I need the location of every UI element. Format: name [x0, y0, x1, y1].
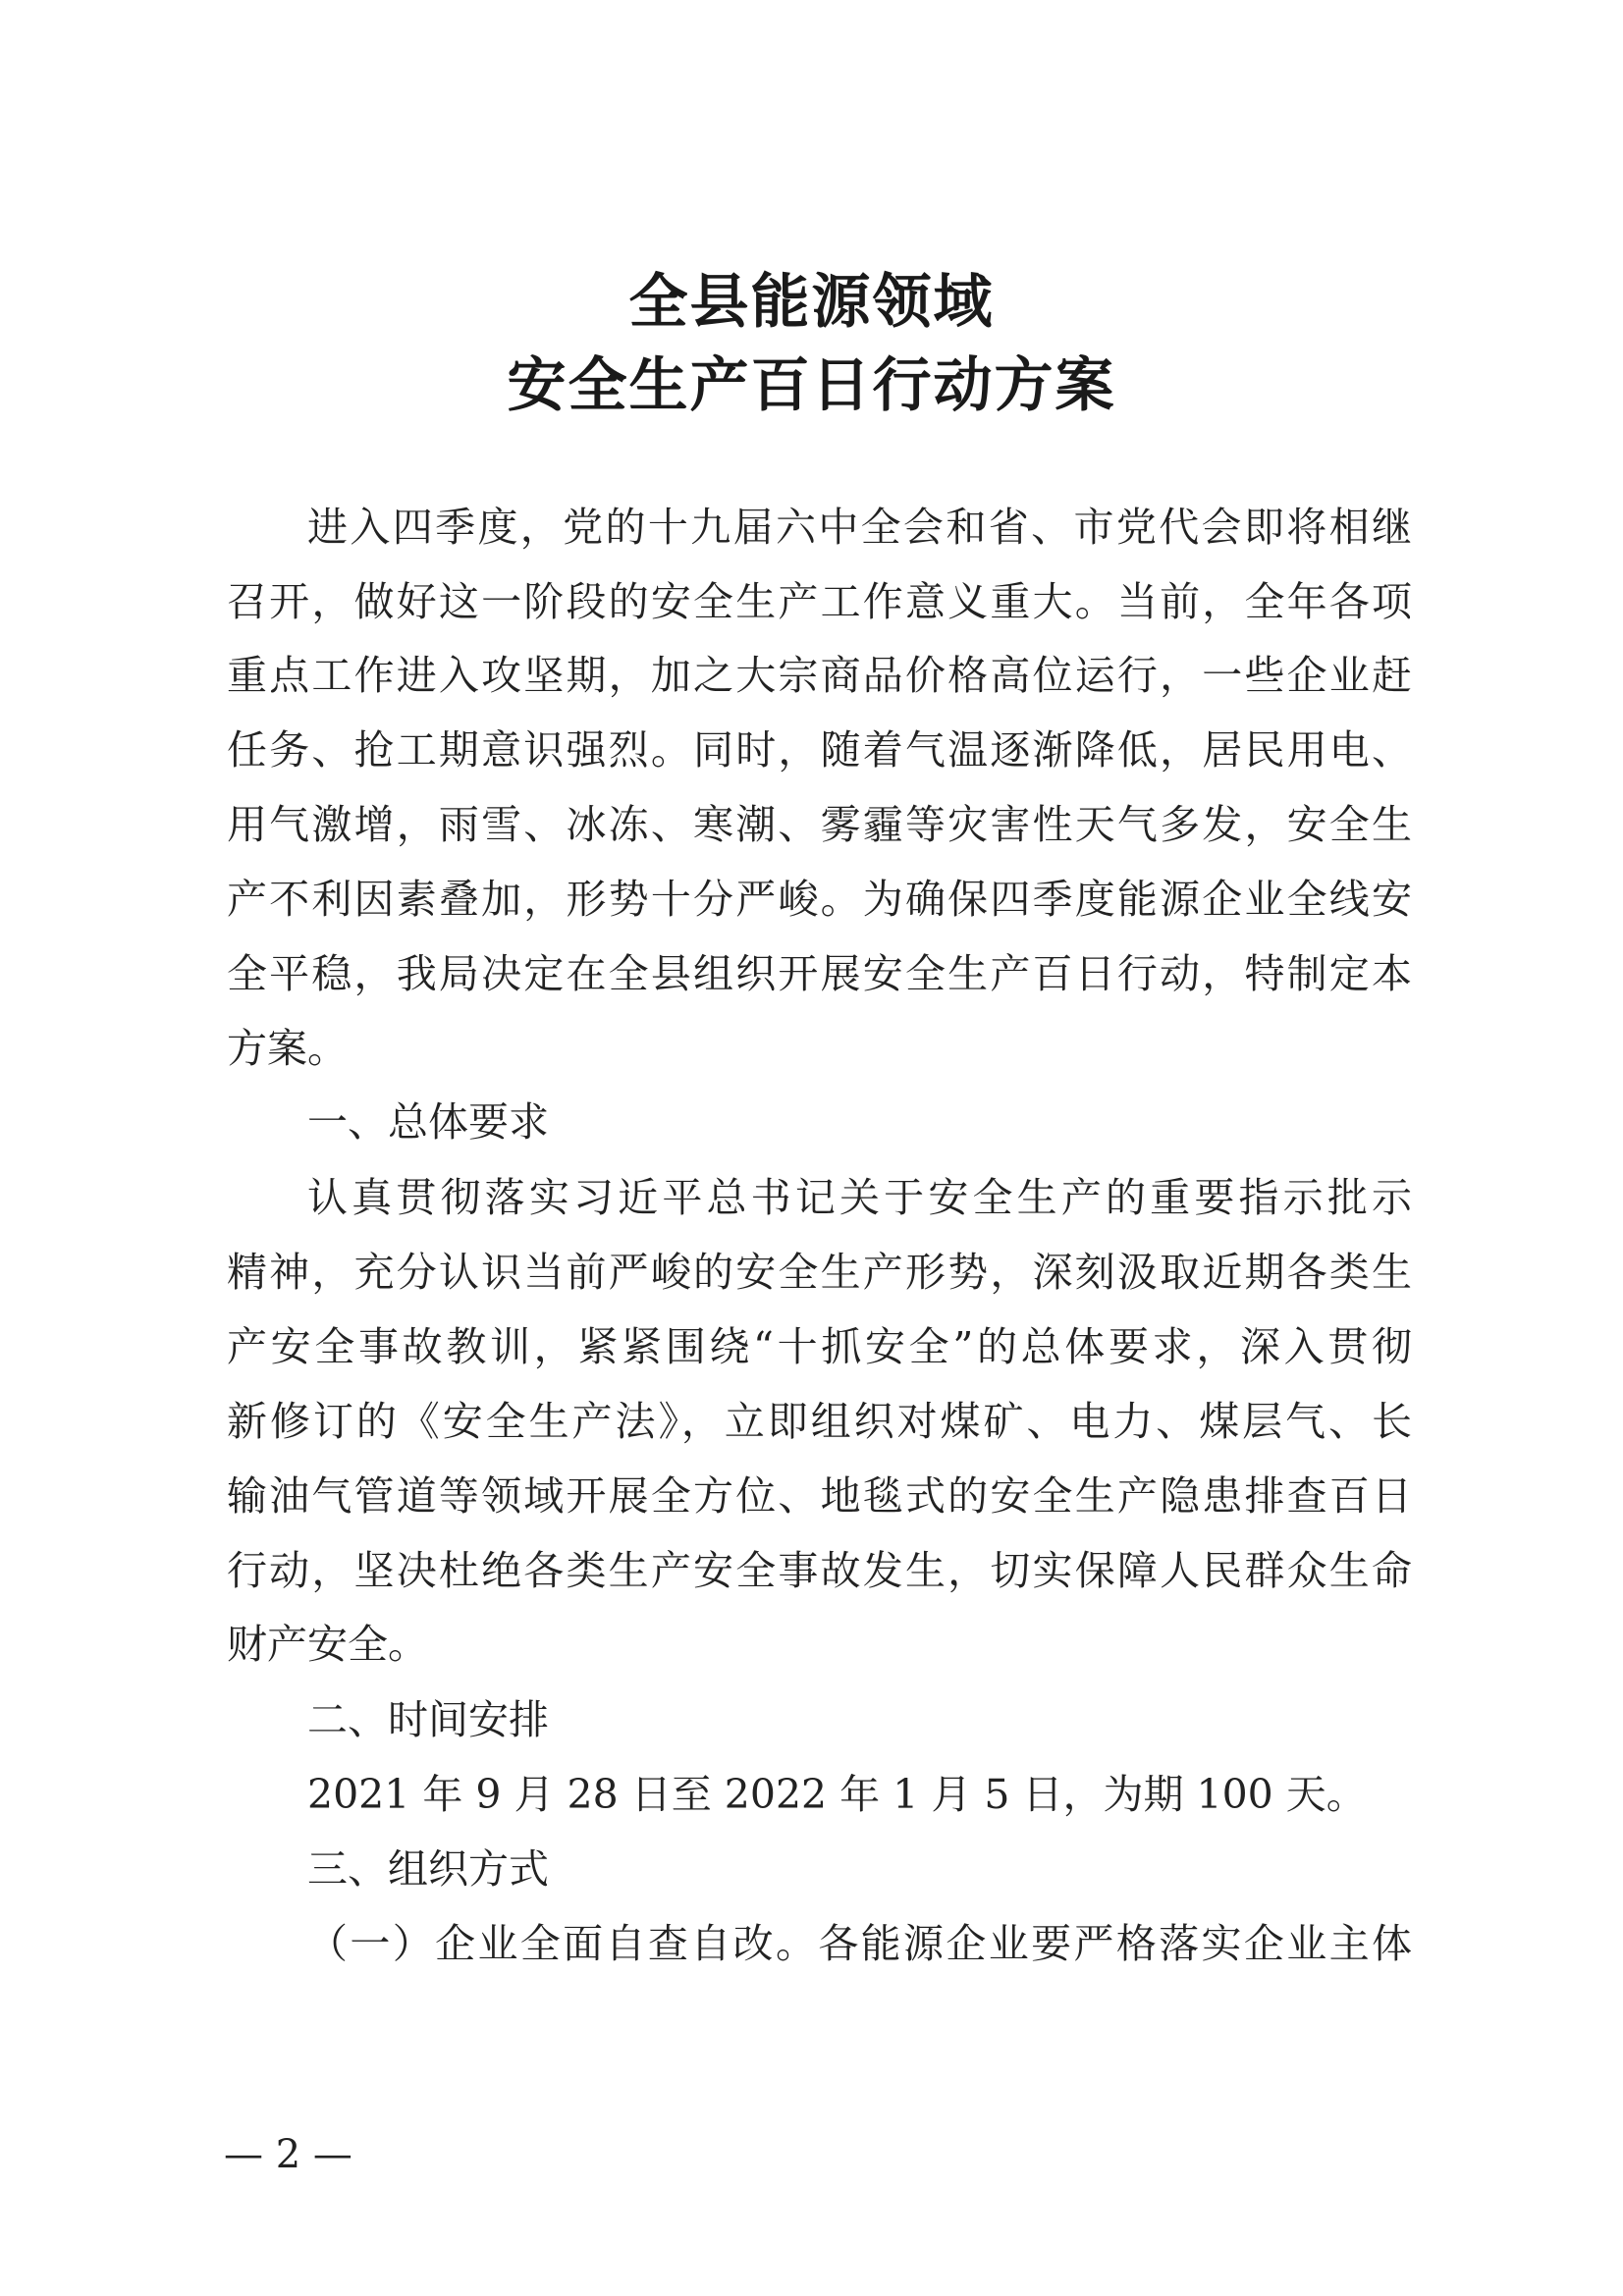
section1-line: 输油气管道等领域开展全方位、地毯式的安全生产隐患排查百日 — [227, 1472, 1412, 1520]
section1-line: 精神，充分认识当前严峻的安全生产形势，深刻汲取近期各类生 — [227, 1249, 1412, 1296]
intro-line: 全平稳，我局决定在全县组织开展安全生产百日行动，特制定本 — [227, 950, 1412, 997]
page-number: — 2 — — [224, 2132, 352, 2177]
intro-line: 召开，做好这一阶段的安全生产工作意义重大。当前，全年各项 — [227, 578, 1412, 625]
section-heading-schedule: 二、时间安排 — [307, 1696, 549, 1743]
intro-line: 产不利因素叠加，形势十分严峻。为确保四季度能源企业全线安 — [227, 876, 1412, 923]
document-title-line2: 安全生产百日行动方案 — [507, 351, 1116, 420]
section2-body: 2021 年 9 月 28 日至 2022 年 1 月 5 日，为期 100 天。 — [307, 1771, 1367, 1818]
section1-line: 财产安全。 — [227, 1621, 428, 1668]
section-heading-organization: 三、组织方式 — [307, 1845, 549, 1893]
section3-line: （一）企业全面自查自改。各能源企业要严格落实企业主体 — [307, 1920, 1412, 1967]
intro-line: 用气激增，雨雪、冰冻、寒潮、雾霾等灾害性天气多发，安全生 — [227, 801, 1412, 848]
section-heading-overall-requirements: 一、总体要求 — [307, 1098, 549, 1146]
section1-line: 新修订的《安全生产法》，立即组织对煤矿、电力、煤层气、长 — [227, 1398, 1412, 1445]
intro-line: 方案。 — [227, 1025, 348, 1072]
intro-line: 进入四季度，党的十九届六中全会和省、市党代会即将相继 — [307, 504, 1412, 551]
section1-line: 认真贯彻落实习近平总书记关于安全生产的重要指示批示 — [307, 1174, 1412, 1221]
document-title-line1: 全县能源领域 — [628, 268, 995, 337]
intro-line: 任务、抢工期意识强烈。同时，随着气温逐渐降低，居民用电、 — [227, 726, 1412, 774]
intro-line: 重点工作进入攻坚期，加之大宗商品价格高位运行，一些企业赶 — [227, 652, 1412, 699]
section1-line: 产安全事故教训，紧紧围绕“十抓安全”的总体要求，深入贯彻 — [227, 1323, 1412, 1370]
section1-line: 行动，坚决杜绝各类生产安全事故发生，切实保障人民群众生命 — [227, 1547, 1412, 1594]
